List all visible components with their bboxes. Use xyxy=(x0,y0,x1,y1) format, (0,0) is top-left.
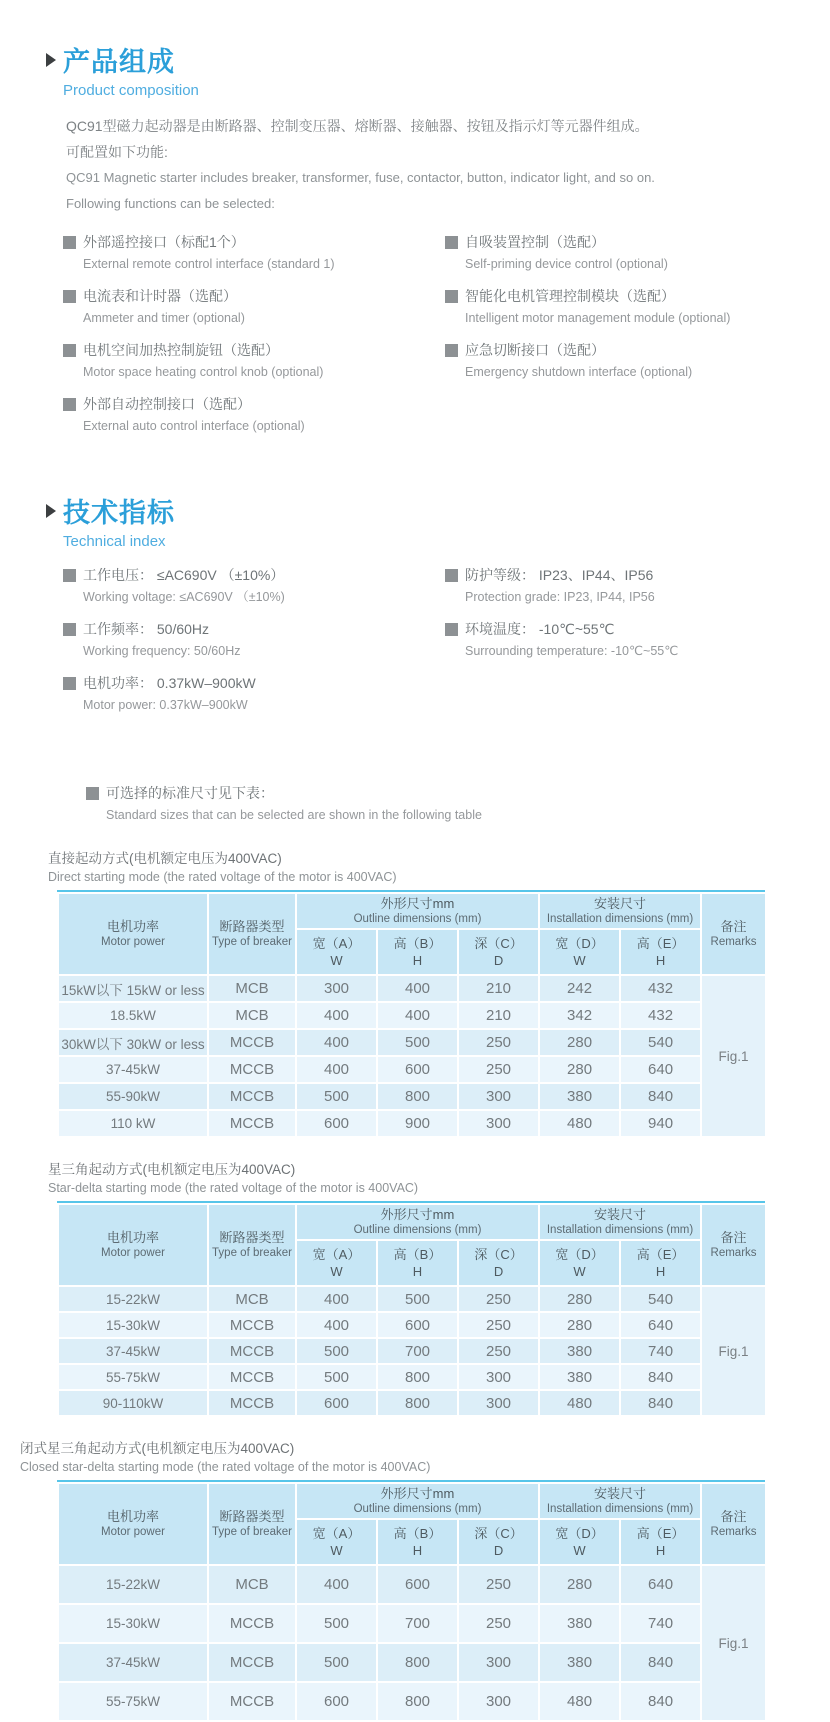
table-cell: 15-22kW xyxy=(58,1286,208,1312)
header-depth-c: 深（C） D xyxy=(458,1240,539,1286)
table-cell: MCB xyxy=(208,1286,296,1312)
table-cell: 700 xyxy=(377,1604,458,1643)
table-cell: 37-45kW xyxy=(58,1338,208,1364)
header-remarks: 备注 Remarks xyxy=(701,1204,766,1286)
table-cell: 15-30kW xyxy=(58,1604,208,1643)
table-cell: 600 xyxy=(296,1390,377,1416)
feature-en: Ammeter and timer (optional) xyxy=(83,311,245,325)
square-bullet-icon xyxy=(63,569,76,582)
feature-item xyxy=(445,339,805,384)
square-bullet-icon xyxy=(445,290,458,303)
table-cell: 250 xyxy=(458,1338,539,1364)
product-intro xyxy=(66,113,830,217)
spec-cn: 电机功率： 0.37kW–900kW xyxy=(83,675,256,691)
spec-column-right xyxy=(445,564,805,726)
square-bullet-icon xyxy=(445,344,458,357)
header-motor-power: 电机功率 Motor power xyxy=(58,1483,208,1565)
table-cell: 600 xyxy=(377,1565,458,1604)
table-cell: 280 xyxy=(539,1312,620,1338)
table-row xyxy=(58,1364,766,1390)
table-row xyxy=(58,1083,766,1110)
feature-cn: 应急切断接口（选配） xyxy=(465,342,605,358)
table-cell: 500 xyxy=(296,1083,377,1110)
table-cell: 540 xyxy=(620,1286,701,1312)
table-caption-en: Direct starting mode (the rated voltage of the motor is 400VAC) xyxy=(48,870,397,884)
table-cell: 432 xyxy=(620,975,701,1002)
spec-cn: 防护等级： IP23、IP44、IP56 xyxy=(465,567,654,583)
feature-cn: 电机空间加热控制旋钮（选配） xyxy=(83,342,279,358)
feature-en: Intelligent motor management module (optional) xyxy=(465,311,731,325)
table-row xyxy=(58,1002,766,1029)
table-cell: 500 xyxy=(296,1604,377,1643)
header-breaker-type: 断路器类型 Type of breaker xyxy=(208,1483,296,1565)
triangle-bullet-icon xyxy=(46,53,56,67)
table-cell: 380 xyxy=(539,1604,620,1643)
table-cell: 940 xyxy=(620,1110,701,1137)
table-cell: 432 xyxy=(620,1002,701,1029)
header-outline-dimensions: 外形尺寸mm Outline dimensions (mm) xyxy=(296,1483,539,1519)
table-cell: 640 xyxy=(620,1565,701,1604)
header-height-e: 高（E） H xyxy=(620,1240,701,1286)
remark-cell: Fig.1 xyxy=(701,1286,766,1416)
table-cell: 740 xyxy=(620,1604,701,1643)
note-cn: 可选择的标准尺寸见下表： xyxy=(106,785,274,801)
square-bullet-icon xyxy=(63,398,76,411)
table-row xyxy=(58,1110,766,1137)
table-cell: 30kW以下 30kW or less xyxy=(58,1029,208,1056)
header-installation-dimensions: 安装尺寸 Installation dimensions (mm) xyxy=(539,1204,701,1240)
table-cell: MCCB xyxy=(208,1083,296,1110)
table-cell: 18.5kW xyxy=(58,1002,208,1029)
square-bullet-icon xyxy=(63,290,76,303)
header-height-b: 高（B） H xyxy=(377,1519,458,1565)
square-bullet-icon xyxy=(63,677,76,690)
table-body xyxy=(58,975,766,1137)
spec-item xyxy=(63,672,445,717)
square-bullet-icon xyxy=(63,236,76,249)
table-cell: 55-75kW xyxy=(58,1682,208,1721)
table-cell: 250 xyxy=(458,1286,539,1312)
header-height-b: 高（B） H xyxy=(377,929,458,975)
table-cell: 210 xyxy=(458,1002,539,1029)
table-cell: 250 xyxy=(458,1056,539,1083)
table-cell: 300 xyxy=(458,1682,539,1721)
table-cell: 600 xyxy=(377,1056,458,1083)
table-cell: 640 xyxy=(620,1056,701,1083)
feature-en: External auto control interface (optional) xyxy=(83,419,305,433)
table-cell: 500 xyxy=(296,1364,377,1390)
feature-cn: 自吸装置控制（选配） xyxy=(465,234,605,250)
table-cell: 55-90kW xyxy=(58,1083,208,1110)
table-cell: 400 xyxy=(296,1312,377,1338)
feature-cn: 外部自动控制接口（选配） xyxy=(83,396,251,412)
feature-item xyxy=(63,393,445,438)
table-cell: MCB xyxy=(208,1565,296,1604)
spec-list xyxy=(63,564,830,726)
table-cell: 342 xyxy=(539,1002,620,1029)
square-bullet-icon xyxy=(445,569,458,582)
header-breaker-type: 断路器类型 Type of breaker xyxy=(208,893,296,975)
table-cell: 800 xyxy=(377,1083,458,1110)
table-cell: 840 xyxy=(620,1083,701,1110)
header-installation-dimensions: 安装尺寸 Installation dimensions (mm) xyxy=(539,893,701,929)
table-cell: MCCB xyxy=(208,1390,296,1416)
note-en: Standard sizes that can be selected are shown in the following table xyxy=(106,808,482,822)
table-row xyxy=(58,975,766,1002)
table-row xyxy=(58,1604,766,1643)
table-cell: 600 xyxy=(296,1682,377,1721)
table-cell: 400 xyxy=(296,1002,377,1029)
table-cell: 280 xyxy=(539,1565,620,1604)
table-cell: 242 xyxy=(539,975,620,1002)
spec-column-left xyxy=(63,564,445,726)
table-cell: 300 xyxy=(458,1110,539,1137)
table-cell: 90-110kW xyxy=(58,1390,208,1416)
table-cell: 840 xyxy=(620,1682,701,1721)
feature-cn: 电流表和计时器（选配） xyxy=(83,288,237,304)
table-cell: 15-30kW xyxy=(58,1312,208,1338)
feature-item xyxy=(63,339,445,384)
header-depth-c: 深（C） D xyxy=(458,1519,539,1565)
table-cell: 400 xyxy=(296,1286,377,1312)
table-cell: 250 xyxy=(458,1029,539,1056)
header-motor-power: 电机功率 Motor power xyxy=(58,893,208,975)
table-cell: 480 xyxy=(539,1110,620,1137)
table-cell: MCCB xyxy=(208,1643,296,1682)
table-cell: 800 xyxy=(377,1682,458,1721)
header-remarks: 备注 Remarks xyxy=(701,893,766,975)
triangle-bullet-icon xyxy=(46,504,56,518)
table-cell: 250 xyxy=(458,1312,539,1338)
table-cell: 840 xyxy=(620,1643,701,1682)
table-cell: 280 xyxy=(539,1286,620,1312)
header-width-d: 宽（D） W xyxy=(539,929,620,975)
table-cell: MCCB xyxy=(208,1338,296,1364)
spec-en: Motor power: 0.37kW–900kW xyxy=(83,698,248,712)
feature-en: Emergency shutdown interface (optional) xyxy=(465,365,693,379)
table-cell: 210 xyxy=(458,975,539,1002)
spec-en: Protection grade: IP23, IP44, IP56 xyxy=(465,590,655,604)
table-cell: MCCB xyxy=(208,1029,296,1056)
table-cell: 300 xyxy=(458,1083,539,1110)
table-block-direct-starting xyxy=(48,849,830,1138)
square-bullet-icon xyxy=(86,787,99,800)
table-caption-cn: 闭式星三角起动方式(电机额定电压为400VAC) xyxy=(20,1441,295,1456)
feature-item xyxy=(445,231,805,276)
table-cell: 640 xyxy=(620,1312,701,1338)
square-bullet-icon xyxy=(445,623,458,636)
table-cell: MCCB xyxy=(208,1056,296,1083)
table-cell: MCB xyxy=(208,975,296,1002)
table-cell: 380 xyxy=(539,1364,620,1390)
spec-item xyxy=(445,618,805,663)
table-cell: 500 xyxy=(377,1029,458,1056)
spec-table-closed-star-delta xyxy=(57,1482,767,1722)
spec-item xyxy=(445,564,805,609)
table-cell: 280 xyxy=(539,1029,620,1056)
table-block-star-delta xyxy=(48,1160,830,1417)
table-cell: 400 xyxy=(296,1029,377,1056)
table-caption-cn: 直接起动方式(电机额定电压为400VAC) xyxy=(48,851,282,866)
header-remarks: 备注 Remarks xyxy=(701,1483,766,1565)
feature-cn: 外部遥控接口（标配1个） xyxy=(83,234,245,250)
header-depth-c: 深（C） D xyxy=(458,929,539,975)
spec-item xyxy=(63,618,445,663)
remark-cell: Fig.1 xyxy=(701,1565,766,1721)
table-row xyxy=(58,1643,766,1682)
table-row xyxy=(58,1682,766,1721)
table-cell: 840 xyxy=(620,1364,701,1390)
table-cell: MCCB xyxy=(208,1110,296,1137)
table-body xyxy=(58,1565,766,1721)
table-cell: 480 xyxy=(539,1682,620,1721)
table-caption-cn: 星三角起动方式(电机额定电压为400VAC) xyxy=(48,1162,296,1177)
section-title-en: Product composition xyxy=(63,82,199,99)
table-cell: 37-45kW xyxy=(58,1643,208,1682)
table-cell: MCCB xyxy=(208,1312,296,1338)
table-cell: 250 xyxy=(458,1565,539,1604)
table-cell: 400 xyxy=(377,1002,458,1029)
square-bullet-icon xyxy=(63,623,76,636)
section-title-cn: 技术指标 xyxy=(63,498,175,528)
table-cell: MCCB xyxy=(208,1604,296,1643)
table-cell: 380 xyxy=(539,1083,620,1110)
table-cell: 400 xyxy=(296,1056,377,1083)
table-cell: 37-45kW xyxy=(58,1056,208,1083)
header-breaker-type: 断路器类型 Type of breaker xyxy=(208,1204,296,1286)
feature-en: Self-priming device control (optional) xyxy=(465,257,668,271)
table-cell: 540 xyxy=(620,1029,701,1056)
header-width-d: 宽（D） W xyxy=(539,1240,620,1286)
header-width-d: 宽（D） W xyxy=(539,1519,620,1565)
section-title-en: Technical index xyxy=(63,533,166,550)
table-cell: 800 xyxy=(377,1643,458,1682)
table-cell: 300 xyxy=(458,1364,539,1390)
table-row xyxy=(58,1056,766,1083)
spec-table-direct-starting xyxy=(57,892,767,1138)
table-row xyxy=(58,1286,766,1312)
standard-sizes-note xyxy=(86,782,830,827)
feature-item xyxy=(445,285,805,330)
table-cell: 400 xyxy=(296,1565,377,1604)
table-cell: 300 xyxy=(458,1643,539,1682)
table-cell: 300 xyxy=(458,1390,539,1416)
spec-cn: 工作电压： ≤AC690V （±10%） xyxy=(83,567,285,583)
table-row xyxy=(58,1312,766,1338)
header-outline-dimensions: 外形尺寸mm Outline dimensions (mm) xyxy=(296,893,539,929)
header-outline-dimensions: 外形尺寸mm Outline dimensions (mm) xyxy=(296,1204,539,1240)
table-cell: 800 xyxy=(377,1390,458,1416)
section-product-composition-header xyxy=(46,40,830,99)
table-cell: 300 xyxy=(296,975,377,1002)
section-technical-index-header xyxy=(46,491,830,550)
table-row xyxy=(58,1565,766,1604)
table-cell: 380 xyxy=(539,1338,620,1364)
table-cell: 15kW以下 15kW or less xyxy=(58,975,208,1002)
table-caption-en: Closed star-delta starting mode (the rated voltage of the motor is 400VAC) xyxy=(20,1460,431,1474)
table-cell: 480 xyxy=(539,1390,620,1416)
square-bullet-icon xyxy=(63,344,76,357)
header-motor-power: 电机功率 Motor power xyxy=(58,1204,208,1286)
intro-line-en2: Following functions can be selected: xyxy=(66,196,275,211)
table-cell: 280 xyxy=(539,1056,620,1083)
table-cell: MCB xyxy=(208,1002,296,1029)
header-installation-dimensions: 安装尺寸 Installation dimensions (mm) xyxy=(539,1483,701,1519)
feature-item xyxy=(63,285,445,330)
table-cell: 600 xyxy=(296,1110,377,1137)
table-cell: 250 xyxy=(458,1604,539,1643)
intro-line-cn2: 可配置如下功能: xyxy=(66,144,168,160)
header-width-a: 宽（A） W xyxy=(296,929,377,975)
table-cell: 600 xyxy=(377,1312,458,1338)
feature-en: External remote control interface (standard 1) xyxy=(83,257,335,271)
table-cell: 500 xyxy=(296,1338,377,1364)
table-cell: MCCB xyxy=(208,1364,296,1390)
table-body xyxy=(58,1286,766,1416)
feature-cn: 智能化电机管理控制模块（选配） xyxy=(465,288,675,304)
square-bullet-icon xyxy=(445,236,458,249)
remark-cell: Fig.1 xyxy=(701,975,766,1137)
table-cell: 840 xyxy=(620,1390,701,1416)
table-cell: 55-75kW xyxy=(58,1364,208,1390)
spec-cn: 工作频率： 50/60Hz xyxy=(83,621,210,637)
header-height-e: 高（E） H xyxy=(620,1519,701,1565)
table-cell: MCCB xyxy=(208,1682,296,1721)
header-width-a: 宽（A） W xyxy=(296,1240,377,1286)
table-caption-en: Star-delta starting mode (the rated voltage of the motor is 400VAC) xyxy=(48,1181,419,1195)
feature-list xyxy=(63,231,830,447)
intro-line-en: QC91 Magnetic starter includes breaker, transformer, fuse, contactor, button, indicator light, and so on. xyxy=(66,170,655,185)
table-row xyxy=(58,1390,766,1416)
spec-cn: 环境温度： -10℃~55℃ xyxy=(465,621,615,637)
header-height-b: 高（B） H xyxy=(377,1240,458,1286)
spec-table-star-delta xyxy=(57,1203,767,1417)
table-block-closed-star-delta xyxy=(20,1439,830,1722)
table-cell: 500 xyxy=(377,1286,458,1312)
feature-item xyxy=(63,231,445,276)
header-height-e: 高（E） H xyxy=(620,929,701,975)
table-cell: 15-22kW xyxy=(58,1565,208,1604)
table-cell: 380 xyxy=(539,1643,620,1682)
table-cell: 400 xyxy=(377,975,458,1002)
table-cell: 110 kW xyxy=(58,1110,208,1137)
spec-en: Surrounding temperature: -10℃~55℃ xyxy=(465,644,679,658)
feature-en: Motor space heating control knob (optional) xyxy=(83,365,324,379)
spec-item xyxy=(63,564,445,609)
table-cell: 800 xyxy=(377,1364,458,1390)
intro-line-cn: QC91型磁力起动器是由断路器、控制变压器、熔断器、接触器、按钮及指示灯等元器件组成。 xyxy=(66,118,649,134)
spec-en: Working voltage: ≤AC690V （±10%) xyxy=(83,590,285,604)
section-title-cn: 产品组成 xyxy=(63,47,175,77)
feature-column-right xyxy=(445,231,805,447)
feature-column-left xyxy=(63,231,445,447)
table-cell: 740 xyxy=(620,1338,701,1364)
spec-en: Working frequency: 50/60Hz xyxy=(83,644,241,658)
header-width-a: 宽（A） W xyxy=(296,1519,377,1565)
table-cell: 500 xyxy=(296,1643,377,1682)
table-row xyxy=(58,1338,766,1364)
table-cell: 700 xyxy=(377,1338,458,1364)
table-cell: 900 xyxy=(377,1110,458,1137)
table-row xyxy=(58,1029,766,1056)
